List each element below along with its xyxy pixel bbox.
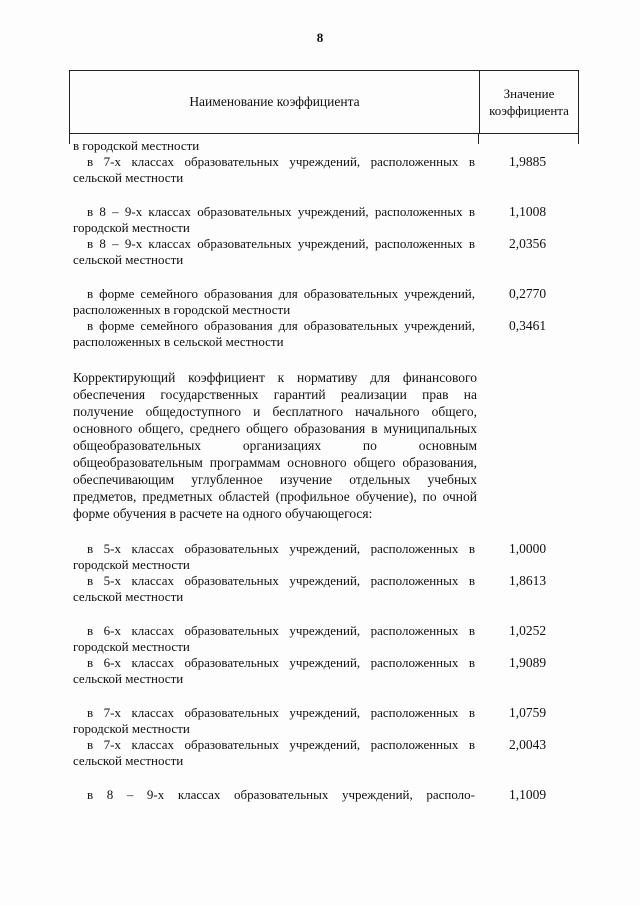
row-name: в форме семейного образования для образовательных учреждений, расположенных в сельской местности (73, 318, 475, 349)
row-name: в форме семейного образования для образовательных учреждений, расположенных в городской местности (73, 286, 475, 317)
row-value: 1,0252 (509, 623, 547, 638)
row-name: в 6-х классах образовательных учреждений, расположенных в городской местности (73, 623, 475, 654)
row-value: 1,9089 (509, 655, 547, 670)
row-name: в 7-х классах образовательных учреждений, расположенных в сельской местности (73, 154, 475, 185)
table-row (73, 623, 593, 655)
row-name: в 5-х классах образовательных учреждений, расположенных в городской местности (73, 541, 475, 572)
row-value: 1,0759 (509, 705, 547, 720)
table-header (69, 70, 579, 134)
table-row (73, 655, 593, 687)
table-row (73, 787, 593, 803)
table-row (73, 236, 593, 268)
table-row (73, 737, 593, 769)
row-name: в 7-х классах образовательных учреждений, расположенных в городской местности (73, 705, 475, 736)
table-body (73, 134, 593, 803)
table-row (73, 204, 593, 236)
table-row (73, 541, 593, 573)
row-value: 2,0043 (509, 737, 547, 752)
table-row (73, 154, 593, 186)
row-name: в 5-х классах образовательных учреждений, расположенных в сельской местности (73, 573, 475, 604)
column-header-name: Наименование коэффициента (189, 94, 360, 109)
row-value: 0,3461 (509, 318, 547, 333)
section-paragraph: Корректирующий коэффициент к нормативу для финансового обеспечения государственных гарантий реализации прав на получение общедоступного и бесплатного начального общего, основного общего, среднего общего образования в муниципальных общеобразовательных организациях по основным общеобразовательным программам основного общего образования, обеспечивающим углубленное изучение отдельных учебных предметов, предметных областей (профильное обучение), по очной форме обучения в расчете на одного обучающегося: (73, 370, 477, 521)
table-row (73, 286, 593, 318)
row-value: 1,1008 (509, 204, 547, 219)
row-value: 1,0000 (509, 541, 547, 556)
row-name: в 8 – 9-х классах образовательных учреждений, располо- (87, 787, 475, 802)
table-left-border (69, 134, 70, 144)
table-row (73, 318, 593, 350)
row-value: 0,2770 (509, 286, 547, 301)
table-row (73, 138, 593, 154)
page-number: 8 (316, 30, 324, 45)
row-value: 1,9885 (509, 154, 547, 169)
row-name: в 8 – 9-х классах образовательных учреждений, расположенных в городской местности (73, 204, 475, 235)
row-value: 2,0356 (509, 236, 547, 251)
row-value: 1,1009 (509, 787, 547, 802)
column-header-value: Значение коэффициента (489, 86, 569, 118)
row-value: 1,8613 (509, 573, 547, 588)
row-name: в городской местности (73, 138, 200, 153)
table-row (73, 573, 593, 605)
row-name: в 7-х классах образовательных учреждений, расположенных в сельской местности (73, 737, 475, 768)
table-row (73, 705, 593, 737)
row-name: в 8 – 9-х классах образовательных учреждений, расположенных в сельской местности (73, 236, 475, 267)
row-name: в 6-х классах образовательных учреждений, расположенных в сельской местности (73, 655, 475, 686)
